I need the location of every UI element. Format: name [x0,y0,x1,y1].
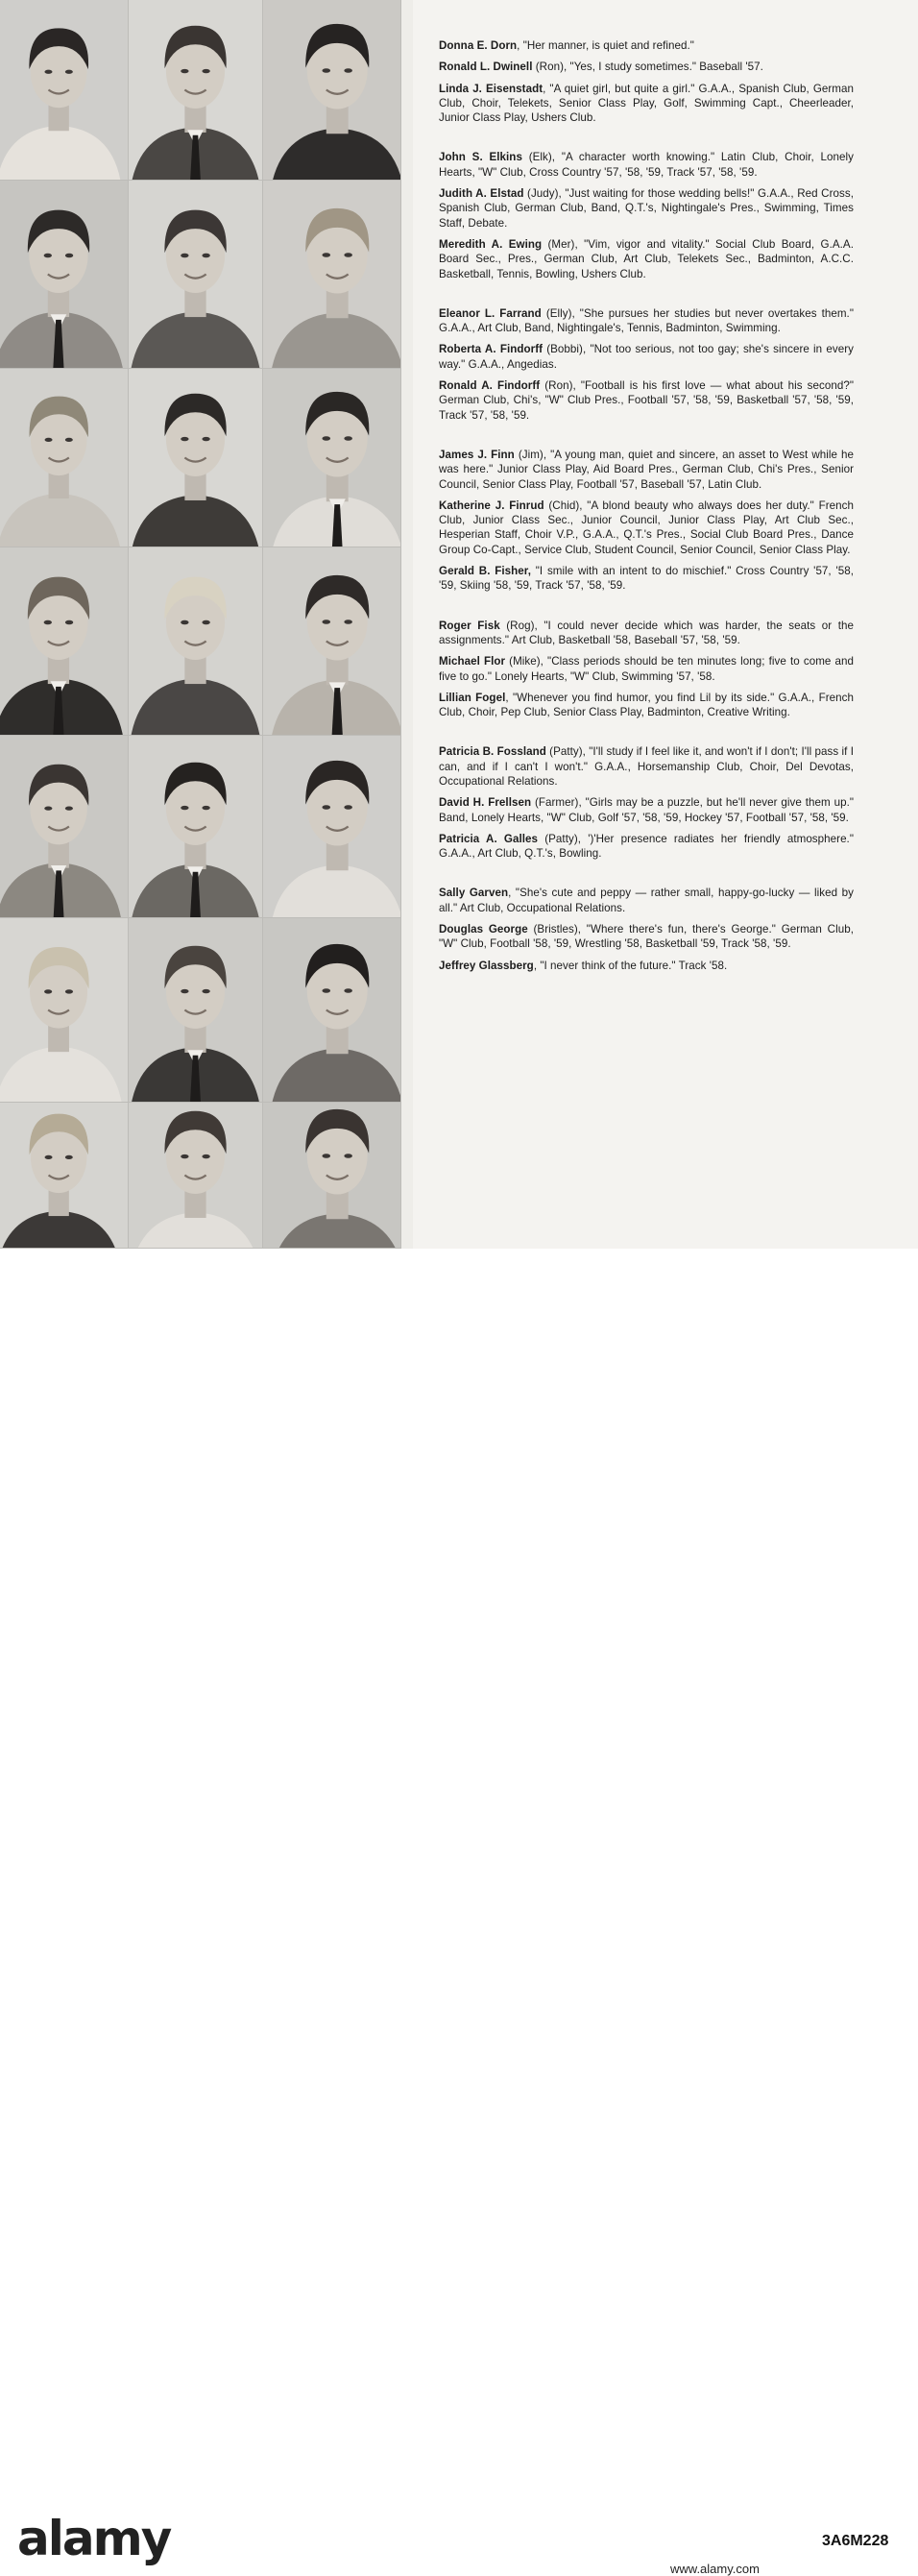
eye [65,70,73,74]
portrait-photo [0,1103,128,1248]
student-bio: (Elk), "A character worth knowing." Latin Club, Choir, Lonely Hearts, "W" Club, Cross Country '57, '58, '59, Track '57, '58, '59. [439,151,854,179]
portrait-photo [129,369,262,547]
student-name: Gerald B. Fisher, [439,565,531,578]
student-name: Roger Fisk [439,619,500,632]
bio-entry [439,38,854,53]
bio-group [439,886,854,972]
bio-entry [439,619,854,648]
portrait-ronald-findorff [263,369,401,547]
eye [181,254,188,257]
eye [202,69,209,73]
bio-entry [439,959,854,973]
portrait-photo [263,547,400,735]
bio-entry [439,448,854,492]
page-gutter [401,0,413,1249]
student-bio: (Bobbi), "Not too serious, not too gay; she's sincere in every way." G.A.A., Angedias. [439,343,854,371]
portrait-photo [263,1103,400,1248]
student-name: Ronald L. Dwinell [439,61,533,74]
eye [322,436,330,441]
student-bio: (Elly), "She pursues her studies but never overtakes them." G.A.A., Art Club, Band, Nightingale's, Tennis, Badminton, Swimming. [439,306,854,335]
portrait-david-frellsen [129,918,263,1103]
bio-entry [439,342,854,372]
portrait-photo [129,736,262,917]
eye [344,436,352,441]
eye [322,68,330,73]
student-name: Roberta A. Findorff [439,343,544,356]
portrait-photo [129,547,262,735]
eye [44,70,52,74]
student-name: Sally Garven [439,887,509,900]
eye [181,620,188,624]
portrait-photo [0,369,128,547]
bio-entry [439,60,854,74]
eye [202,806,209,810]
student-name: Donna E. Dorn [439,39,518,52]
portrait-photo [0,918,128,1102]
bio-entry [439,498,854,557]
student-bio: (Bristles), "Where there's fun, there's George." German Club, "W" Club, Football '58, '59, Wrestling '58, Basketball '59, Track '58, '59. [439,923,854,951]
portrait-photo [263,0,400,180]
bio-entry [439,150,854,180]
student-name: Patricia B. Fossland [439,745,546,759]
portrait-photo [129,181,262,368]
student-name: Ronald A. Findorff [439,379,541,393]
portrait-photo [263,181,400,368]
eye [322,620,330,624]
eye [45,1155,53,1159]
student-bio: (Mike), "Class periods should be ten minutes long; five to come and five to go." Lonely Hearts, "W" Club, Swimming '57, '58. [439,655,854,683]
alamy-url: www.alamy.com [670,2562,760,2576]
portrait-linda-eisenstadt [263,0,401,181]
eye [322,988,330,993]
eye [44,806,52,810]
portrait-photo [263,369,400,547]
portrait-photo [0,181,128,368]
portrait-photo [0,736,128,917]
eye [181,69,188,73]
eye [44,989,52,993]
bio-entry [439,82,854,126]
eye [322,253,330,257]
bio-entry [439,832,854,862]
portrait-photo [129,918,262,1102]
bio-entry [439,654,854,684]
eye [344,620,352,624]
bio-entry [439,186,854,231]
portrait-donna-dorn [0,0,129,181]
portrait-katherine-finrud [129,547,263,736]
alamy-logo: alamy [17,2511,171,2566]
student-name: Eleanor L. Farrand [439,306,542,320]
portrait-photo [263,918,400,1102]
eye [45,438,53,442]
eye [181,806,188,810]
student-name: Patricia A. Galles [439,832,539,845]
portrait-roberta-findorff [129,369,263,547]
student-bio: (Patty), ')'Her presence radiates her friendly atmosphere." G.A.A., Art Club, Q.T.'s, Bowling. [439,832,854,861]
eye [344,253,352,257]
bio-group [439,306,854,423]
student-bio: , "She's cute and peppy — rather small, happy-go-lucky — liked by all." Art Club, Occupational Relations. [439,887,854,914]
eye [44,620,52,624]
student-bio: , "Her manner, is quiet and refined." [517,39,694,52]
eye [202,620,209,624]
bio-group [439,744,854,861]
portrait-sally-garven [0,1103,129,1249]
eye [344,1154,352,1158]
student-name: Judith A. Elstad [439,187,524,201]
portrait-grid [0,0,401,1249]
student-bio: , "I never think of the future." Track '58. [533,959,728,972]
student-bio: (Ron), "Yes, I study sometimes." Baseball '57. [532,61,763,74]
bio-entry [439,922,854,952]
student-name: James J. Finn [439,448,515,461]
student-name: Meredith A. Ewing [439,237,543,251]
portrait-jeffrey-glassberg [263,1103,401,1249]
portrait-michael-flor [129,736,263,918]
student-name: Michael Flor [439,655,506,668]
portrait-patricia-galles [263,918,401,1103]
eye [65,254,73,257]
student-bio: , "A quiet girl, but quite a girl." G.A.A., Spanish Club, German Club, Choir, Telekets, Senior Class Play, Golf, Swimming Capt., Cheerleader, Junior Class Play, Ushers Club. [439,82,854,125]
bio-group [439,619,854,720]
student-bio: (Jim), "A young man, quiet and sincere, an asset to West while he was here." Junior Class Play, Aid Board Pres., German Club, Chi's Pres., Senior Council, Senior Class Play, Football '57, Baseball '57, Latin Club. [439,448,854,491]
portrait-photo [129,0,262,180]
student-bio: (Farmer), "Girls may be a puzzle, but he'll never give them up." Band, Lonely Hearts, "W" Club, Golf '57, '58, '59, Hockey '57, Football '57, '58, '59. [439,796,855,824]
student-name: David H. Frellsen [439,796,532,810]
student-bio: "I smile with an intent to do mischief." Cross Country '57, '58, '59, Skiing '58, '59, Track '57, '58, '59. [439,565,854,593]
portrait-gerald-fisher [263,547,401,736]
portrait-judith-elstad [129,181,263,369]
eye [65,1155,73,1159]
portrait-patricia-fossland [0,918,129,1103]
bio-entry [439,795,854,825]
portrait-lillian-fogel [263,736,401,918]
eye [344,805,352,810]
eye [65,806,73,810]
eye [344,988,352,993]
bio-entry [439,886,854,915]
student-bio: (Ron), "Football is his first love — what about his second?" German Club, Chi's, "W" Club Pres., Football '57, '58, '59, Basketball '57, '58, '59, Track '57, '58, '59. [439,379,854,422]
portrait-john-elkins [0,181,129,369]
portrait-james-finn [0,547,129,736]
bio-group [439,150,854,280]
eye [181,1154,188,1158]
portrait-photo [129,1103,262,1248]
eye [202,1154,209,1158]
portrait-roger-fisk [0,736,129,918]
eye [65,438,73,442]
student-name: John S. Elkins [439,151,522,164]
student-name: Lillian Fogel [439,691,506,704]
student-bio: (Mer), "Vim, vigor and vitality." Social Club Board, G.A.A. Board Sec., Pres., German Club, Art Club, Telekets Sec., Badminton, A.C.C. Basketball, Tennis, Bowling, Ushers Club. [439,237,854,280]
bio-group [439,38,854,125]
eye [44,254,52,257]
student-name: Katherine J. Finrud [439,498,544,512]
bio-entry [439,744,854,789]
watermark-footer [0,1249,918,2576]
portrait-photo [0,547,128,735]
student-name: Douglas George [439,923,528,936]
bio-entry [439,564,854,594]
portrait-meredith-ewing [263,181,401,369]
eye [322,1154,330,1158]
eye [202,437,209,441]
bio-entry [439,378,854,423]
yearbook-page [0,0,918,1249]
portrait-photo [263,736,400,917]
image-id: 3A6M228 [822,2533,889,2549]
biography-column [439,38,854,980]
portrait-eleanor-farrand [0,369,129,547]
eye [65,989,73,993]
bio-entry [439,691,854,720]
student-bio: , "Whenever you find humor, you find Lil by its side." G.A.A., French Club, Choir, Pep Club, Senior Class Play, Badminton, Creative Writing. [439,691,854,719]
bio-entry [439,237,854,281]
eye [181,437,188,441]
eye [65,620,73,624]
student-name: Jeffrey Glassberg [439,959,534,972]
student-bio: (Rog), "I could never decide which was harder, the seats or the assignments." Art Club, Basketball '58, Baseball '57, '58, '59. [439,619,854,646]
portrait-ronald-dwinell [129,0,263,181]
student-bio: (Judy), "Just waiting for those wedding bells!" G.A.A., Red Cross, Spanish Club, German Club, Band, Q.T.'s, Nightingale's Pres., Swimming, Times Staff, Debate. [439,187,854,230]
bio-entry [439,306,854,336]
student-bio: (Chid), "A blond beauty who always does her duty." French Club, Junior Class Sec., Junior Council, Junior Class Play, Art Club Sec., Hesperian Staff, Choir V.P., G.A.A., Q.T.'s Pres., Social Club Board Pres., Dance Group Co-Capt., Service Club, Student Council, Senior Council, Senior Class Play. [439,498,854,556]
student-name: Linda J. Eisenstadt [439,82,544,95]
portrait-photo [0,0,128,180]
eye [202,989,209,993]
bio-group [439,448,854,594]
student-bio: (Patty), "I'll study if I feel like it, and won't if I don't; I'll pass if I can, and if I can't I won't." G.A.A., Horsemanship Club, Choir, Del Devotas, Occupational Relations. [439,745,854,788]
eye [202,254,209,257]
eye [181,989,188,993]
eye [322,805,330,810]
eye [344,68,352,73]
portrait-douglas-george [129,1103,263,1249]
